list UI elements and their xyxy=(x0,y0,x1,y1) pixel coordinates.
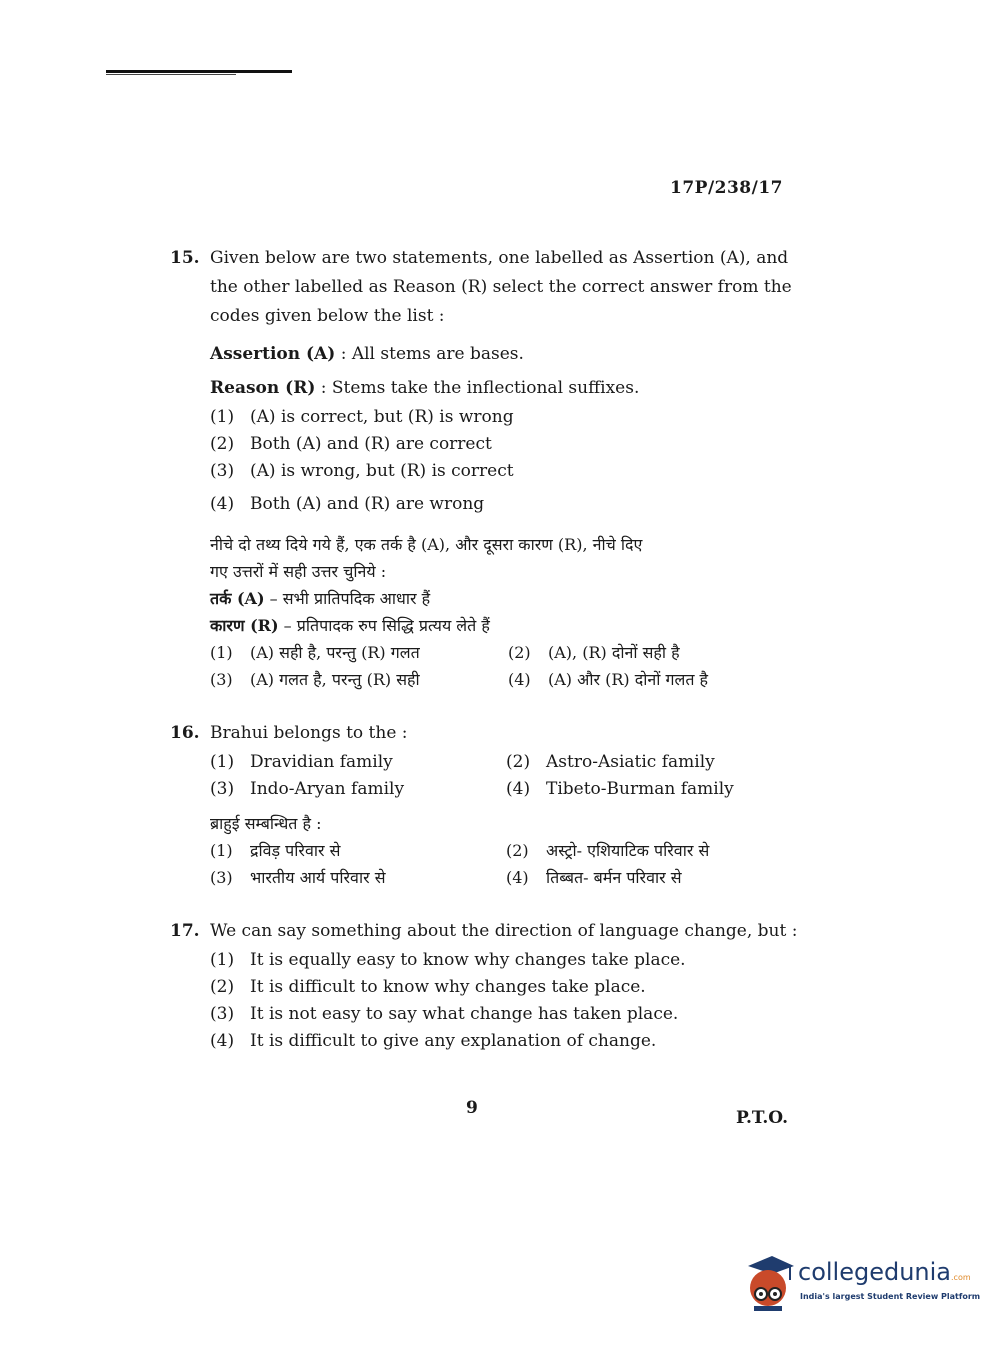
mascot-icon xyxy=(742,1254,796,1312)
hindi-reason-label: कारण (R) xyxy=(210,616,279,635)
option xyxy=(210,402,800,429)
question-stem-line: codes given below the list : xyxy=(210,306,445,326)
question-number: 15. xyxy=(170,248,200,268)
hindi-assertion-label: तर्क (A) xyxy=(210,589,265,608)
question-stem: We can say something about the direction of language change, but : xyxy=(210,921,798,941)
option-number: (1) xyxy=(210,950,235,970)
option xyxy=(210,999,830,1026)
option xyxy=(210,489,800,516)
option xyxy=(210,972,830,999)
collegedunia-watermark xyxy=(742,1254,981,1314)
option-number: (2) xyxy=(210,977,235,997)
option-text: द्रविड़ परिवार से xyxy=(250,841,341,860)
hindi-stem-line: नीचे दो तथ्य दिये गये हैं, एक तर्क है (A), और दूसरा कारण (R), नीचे दिए xyxy=(210,535,643,554)
hindi-option-row xyxy=(210,638,800,665)
reason xyxy=(210,373,800,402)
option-text: Dravidian family xyxy=(250,752,393,772)
option xyxy=(210,429,800,456)
page-number: 9 xyxy=(466,1098,478,1118)
option-number: (3) xyxy=(210,868,233,887)
reason-text: : Stems take the inflectional suffixes. xyxy=(315,378,640,398)
question-number: 17. xyxy=(170,921,200,941)
option xyxy=(210,945,830,972)
hindi-assertion-text: – सभी प्रातिपदिक आधार हैं xyxy=(264,589,431,608)
option-text: (A), (R) दोनों सही है xyxy=(548,643,680,662)
option-number: (2) xyxy=(506,752,531,772)
hindi-assertion xyxy=(210,584,800,611)
option-number: (4) xyxy=(210,494,235,514)
option-text: Tibeto-Burman family xyxy=(546,779,734,799)
paper-code: 17P/238/17 xyxy=(670,178,784,198)
hindi-option-row xyxy=(210,863,800,890)
option-number: (3) xyxy=(210,1004,235,1024)
option-number: (2) xyxy=(508,643,531,662)
option-text: Both (A) and (R) are correct xyxy=(250,434,492,454)
assertion-label: Assertion (A) xyxy=(210,344,336,364)
pto-label: P.T.O. xyxy=(736,1108,788,1128)
option-text: It is difficult to know why changes take place. xyxy=(250,977,646,997)
option-number: (1) xyxy=(210,643,233,662)
brand-suffix: .com xyxy=(951,1273,971,1282)
top-rule-shadow xyxy=(106,74,236,75)
top-rule xyxy=(106,70,292,73)
option-number: (4) xyxy=(210,1031,235,1051)
option-number: (3) xyxy=(210,779,235,799)
option-row xyxy=(210,774,800,801)
option-text: भारतीय आर्य परिवार से xyxy=(250,868,386,887)
option-text: It is difficult to give any explanation of change. xyxy=(250,1031,657,1051)
assertion-text: : All stems are bases. xyxy=(335,344,524,364)
option-number: (4) xyxy=(508,670,531,689)
question-stem-line: Given below are two statements, one labelled as Assertion (A), and xyxy=(210,248,789,268)
question-stem: Brahui belongs to the : xyxy=(210,723,408,743)
option-number: (4) xyxy=(506,868,529,887)
question-number: 16. xyxy=(170,723,200,743)
option-text: Astro-Asiatic family xyxy=(546,752,715,772)
option-number: (1) xyxy=(210,841,233,860)
option-number: (2) xyxy=(506,841,529,860)
hindi-option-row xyxy=(210,665,800,692)
option-text: (A) गलत है, परन्तु (R) सही xyxy=(250,670,420,689)
assertion xyxy=(210,339,800,368)
option-text: Both (A) and (R) are wrong xyxy=(250,494,485,514)
option-text: (A) सही है, परन्तु (R) गलत xyxy=(250,643,420,662)
option-number: (3) xyxy=(210,461,235,481)
hindi-option-row xyxy=(210,836,800,863)
reason-label: Reason (R) xyxy=(210,378,316,398)
option-number: (3) xyxy=(210,670,233,689)
option-number: (1) xyxy=(210,752,235,772)
question-stem-line: the other labelled as Reason (R) select the correct answer from the xyxy=(210,277,792,297)
hindi-question-stem: ब्राहुई सम्बन्धित है : xyxy=(210,814,322,833)
option-text: तिब्बत- बर्मन परिवार से xyxy=(546,868,682,887)
hindi-reason-text: – प्रतिपादक रुप सिद्धि प्रत्यय लेते हैं xyxy=(278,616,490,635)
option-text: (A) is wrong, but (R) is correct xyxy=(250,461,514,481)
brand-tagline: India's largest Student Review Platform xyxy=(800,1292,981,1301)
option-text: Indo-Aryan family xyxy=(250,779,405,799)
option-number: (4) xyxy=(506,779,531,799)
brand-text: collegedunia xyxy=(798,1258,952,1286)
option-number: (1) xyxy=(210,407,235,427)
option-text: अस्ट्रो- एशियाटिक परिवार से xyxy=(546,841,710,860)
option-text: (A) is correct, but (R) is wrong xyxy=(250,407,514,427)
option-text: It is equally easy to know why changes take place. xyxy=(250,950,686,970)
hindi-reason xyxy=(210,611,800,638)
option-text: (A) और (R) दोनों गलत है xyxy=(548,670,709,689)
option-row xyxy=(210,747,800,774)
option-number: (2) xyxy=(210,434,235,454)
option xyxy=(210,456,800,483)
option xyxy=(210,1026,830,1053)
option-text: It is not easy to say what change has taken place. xyxy=(250,1004,679,1024)
brand-name xyxy=(798,1258,971,1286)
hindi-stem-line: गए उत्तरों में सही उत्तर चुनिये : xyxy=(210,562,387,581)
